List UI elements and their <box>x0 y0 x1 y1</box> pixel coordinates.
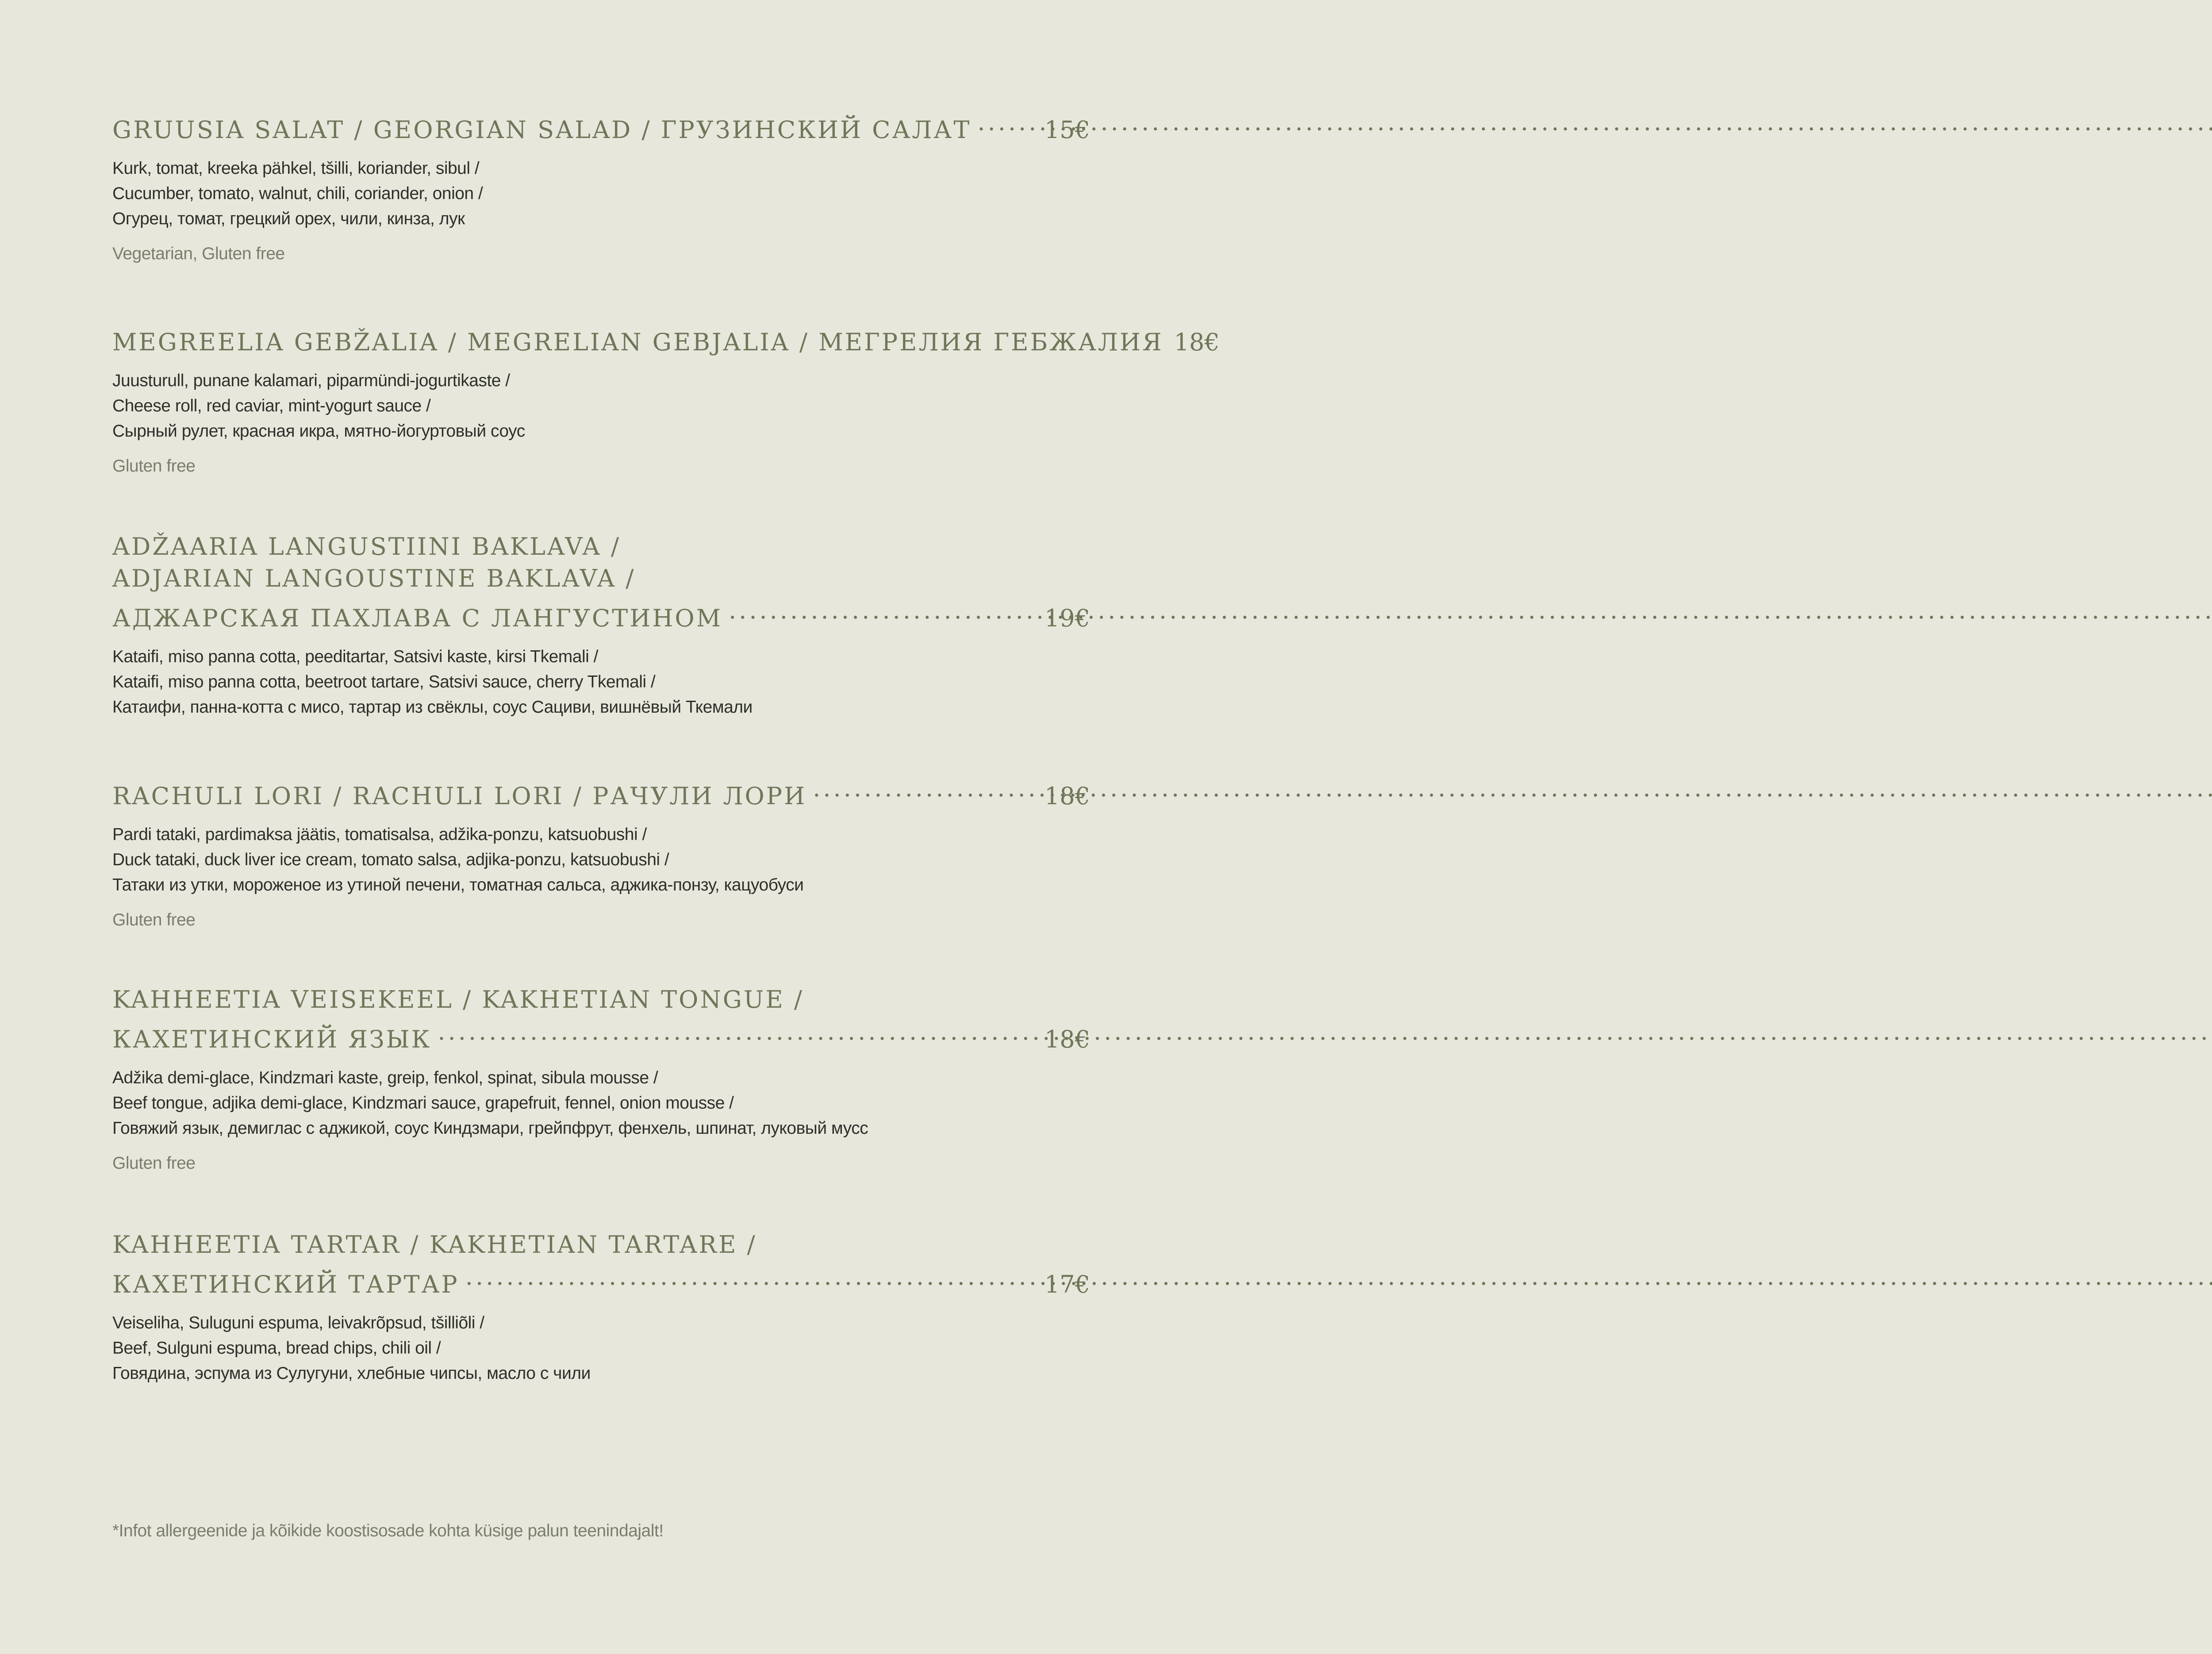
menu-item-price: 18€ <box>1044 1025 1090 1053</box>
description-line: Kataifi, miso panna cotta, beetroot tartare, Satsivi sauce, cherry Tkemali / <box>112 672 656 691</box>
menu-item-description <box>112 156 1090 231</box>
description-line: Татаки из утки, мороженое из утиной печени, томатная сальса, аджика-понзу, кацуобуси <box>112 875 804 894</box>
menu-item <box>112 319 1220 479</box>
menu-item-price: 19€ <box>1044 604 1090 632</box>
description-line: Kataifi, miso panna cotta, peeditartar, Satsivi kaste, kirsi Tkemali / <box>112 647 598 666</box>
menu-item <box>112 531 1090 720</box>
menu-item-title: MEGREELIA GEBŽALIA / MEGRELIAN GEBJALIA / МЕГРЕЛИЯ ГЕБЖАЛИЯ <box>112 328 1164 356</box>
description-line: Beef, Sulguni espuma, bread chips, chili oil / <box>112 1339 441 1358</box>
menu-item-title: RACHULI LORI / RACHULI LORI / РАЧУЛИ ЛОРИ <box>112 782 807 810</box>
allergen-footer-note: *Infot allergeenide ja kõikide koostisosade kohta küsige palun teenindajalt! <box>112 1521 664 1540</box>
menu-item-dietary-note: Gluten free <box>112 910 196 929</box>
menu-item-title: KAHHEETIA TARTAR / KAKHETIAN TARTARE / <box>112 1231 757 1259</box>
menu-item <box>112 1229 1090 1386</box>
menu-item-title: КАХЕТИНСКИЙ ЯЗЫК <box>112 1025 432 1053</box>
menu-item-price: 18€ <box>1044 782 1090 810</box>
menu-item-title-row <box>112 772 1090 812</box>
leader-dots <box>813 772 1040 804</box>
menu-item-title: КАХЕТИНСКИЙ ТАРТАР <box>112 1270 459 1298</box>
leader-dots <box>977 106 1040 138</box>
description-line: Veiseliha, Suluguni espuma, leivakrõpsud, tšilliõli / <box>112 1313 484 1332</box>
menu-item-dietary-note: Gluten free <box>112 457 196 476</box>
menu-item-title: GRUUSIA SALAT / GEORGIAN SALAD / ГРУЗИНСКИЙ САЛАТ <box>112 116 972 144</box>
menu-item-title: ADŽAARIA LANGUSTIINI BAKLAVA / <box>112 533 621 560</box>
description-line: Сырный рулет, красная икра, мятно-йогуртовый соус <box>112 422 525 441</box>
menu-item-dietary-note: Vegetarian, Gluten free <box>112 244 285 263</box>
leader-dots <box>465 1261 1040 1293</box>
menu-item-title-row <box>112 106 1090 146</box>
description-line: Катаифи, панна-котта с мисо, тартар из свёклы, соус Сациви, вишнёвый Ткемали <box>112 698 753 717</box>
menu-item-description <box>112 644 1090 720</box>
description-line: Огурец, томат, грецкий орех, чили, кинза, лук <box>112 209 465 228</box>
menu-item-title-row <box>112 595 1090 634</box>
description-line: Говяжий язык, демиглас с аджикой, соус Киндзмари, грейпфрут, фенхель, шпинат, луковый мусс <box>112 1119 868 1138</box>
menu-item-dietary-note: Gluten free <box>112 1154 196 1173</box>
menu-item-title: ADJARIAN LANGOUSTINE BAKLAVA / <box>112 564 636 592</box>
description-line: Beef tongue, adjika demi-glace, Kindzmari sauce, grapefruit, fennel, onion mousse / <box>112 1094 734 1113</box>
menu-item <box>112 772 1090 933</box>
menu-item-title: KAHHEETIA VEISEKEEL / KAKHETIAN TONGUE / <box>112 986 804 1013</box>
menu-item-title-row <box>112 319 1220 358</box>
description-line: Duck tataki, duck liver ice cream, tomato salsa, adjika-ponzu, katsuobushi / <box>112 850 669 869</box>
menu-item-description <box>112 1065 1090 1141</box>
menu-item-price: 18€ <box>1174 328 1220 356</box>
menu-item-description <box>112 1310 1090 1386</box>
description-line: Pardi tataki, pardimaksa jäätis, tomatisalsa, adžika-ponzu, katsuobushi / <box>112 825 647 844</box>
description-line: Cheese roll, red caviar, mint-yogurt sauce / <box>112 396 431 415</box>
menu-item <box>112 984 1090 1176</box>
menu-item-description <box>112 368 1090 444</box>
description-line: Adžika demi-glace, Kindzmari kaste, greip, fenkol, spinat, sibula mousse / <box>112 1068 658 1087</box>
leader-dots <box>729 595 1040 626</box>
menu-item-title-row <box>112 1261 1090 1301</box>
menu-item-price: 17€ <box>1044 1270 1090 1298</box>
menu-item <box>112 106 1090 266</box>
menu-item-title: АДЖАРСКАЯ ПАХЛАВА С ЛАНГУСТИНОМ <box>112 604 722 632</box>
description-line: Juusturull, punane kalamari, piparmündi-jogurtikaste / <box>112 371 510 390</box>
menu-item-title-row <box>112 1016 1090 1055</box>
menu-item-description <box>112 822 1090 898</box>
leader-dots <box>438 1016 1040 1048</box>
description-line: Cucumber, tomato, walnut, chili, coriander, onion / <box>112 184 483 203</box>
description-line: Kurk, tomat, kreeka pähkel, tšilli, koriander, sibul / <box>112 159 480 178</box>
menu-item-price: 15€ <box>1044 116 1090 144</box>
description-line: Говядина, эспума из Сулугуни, хлебные чипсы, масло с чили <box>112 1364 591 1383</box>
